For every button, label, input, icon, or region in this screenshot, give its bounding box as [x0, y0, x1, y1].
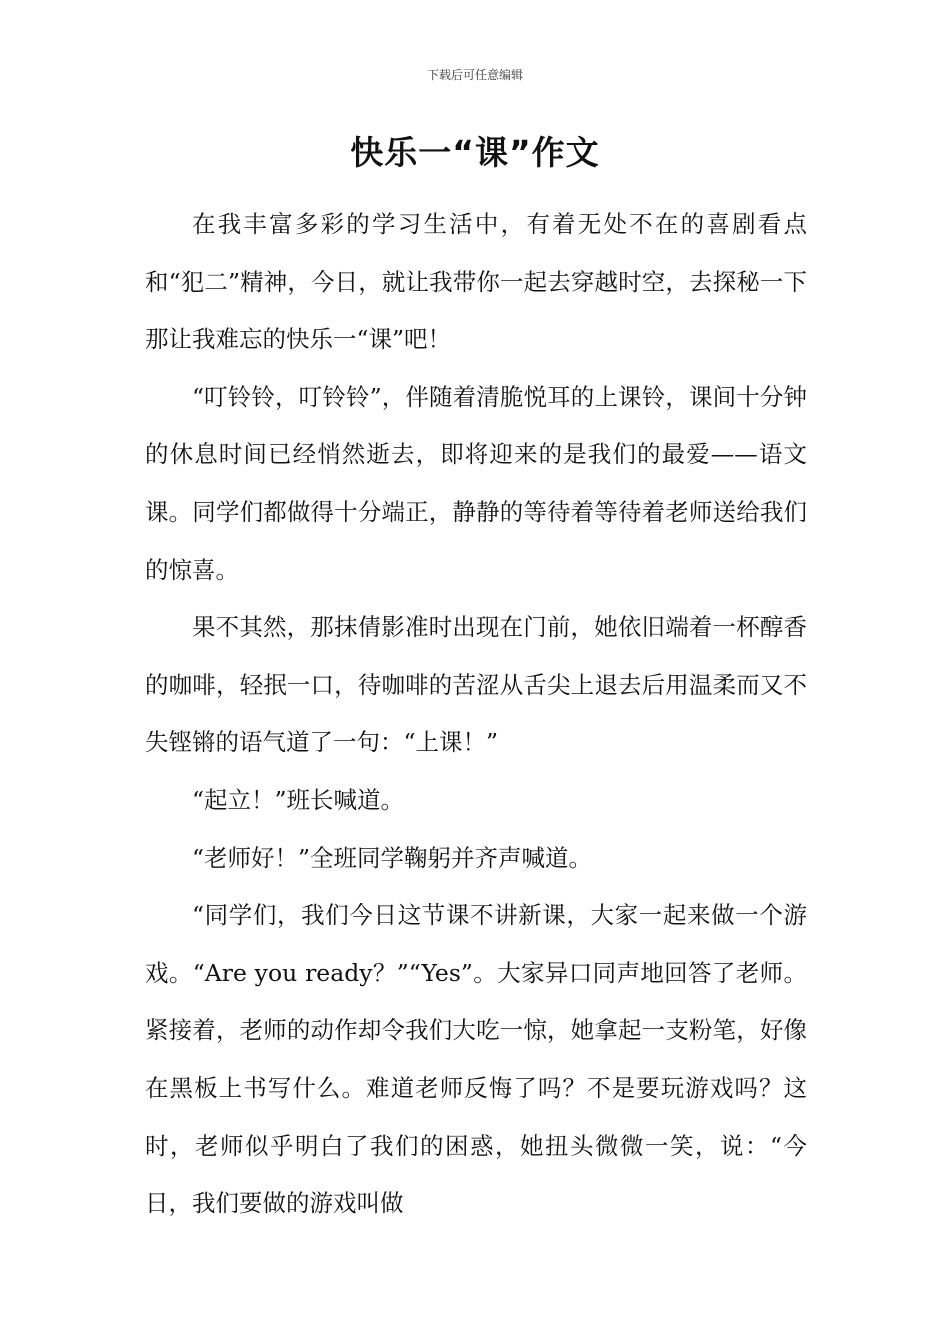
- essay-body: [145, 196, 807, 1233]
- page-title: 快乐一“课”作文: [350, 133, 600, 172]
- paragraph-2: “叮铃铃，叮铃铃”，伴随着清脆悦耳的上课铃，课间十分钟的休息时间已经悄然逝去，即将迎来的是我们的最爱——语文课。同学们都做得十分端正，静静的等待着等待着老师送给我们的惊喜。: [145, 382, 807, 584]
- header-note: 下载后可任意编辑: [426, 68, 523, 82]
- paragraph-5: “老师好！”全班同学鞠躬并齐声喊道。: [192, 843, 593, 872]
- paragraph-6: “同学们，我们今日这节课不讲新课，大家一起来做一个游戏。“Are you ready？”“Yes”。大家异口同声地回答了老师。紧接着，老师的动作却令我们大吃一惊，她拿起一支粉笔，好像在黑板上书写什么。难道老师反悔了吗？不是要玩游戏吗？这时，老师似乎明白了我们的困惑，她扭头微微一笑，说：“今日，我们要做的游戏叫做: [145, 901, 807, 1218]
- paragraph-4: “起立！”班长喊道。: [192, 785, 405, 814]
- paragraph-3: 果不其然，那抹倩影准时出现在门前，她依旧端着一杯醇香的咖啡，轻抿一口，待咖啡的苦涩从舌尖上退去后用温柔而又不失铿锵的语气道了一句：“上课！”: [145, 613, 807, 757]
- paragraph-1: 在我丰富多彩的学习生活中，有着无处不在的喜剧看点和“犯二”精神，今日，就让我带你一起去穿越时空，去探秘一下那让我难忘的快乐一“课”吧！: [145, 210, 807, 354]
